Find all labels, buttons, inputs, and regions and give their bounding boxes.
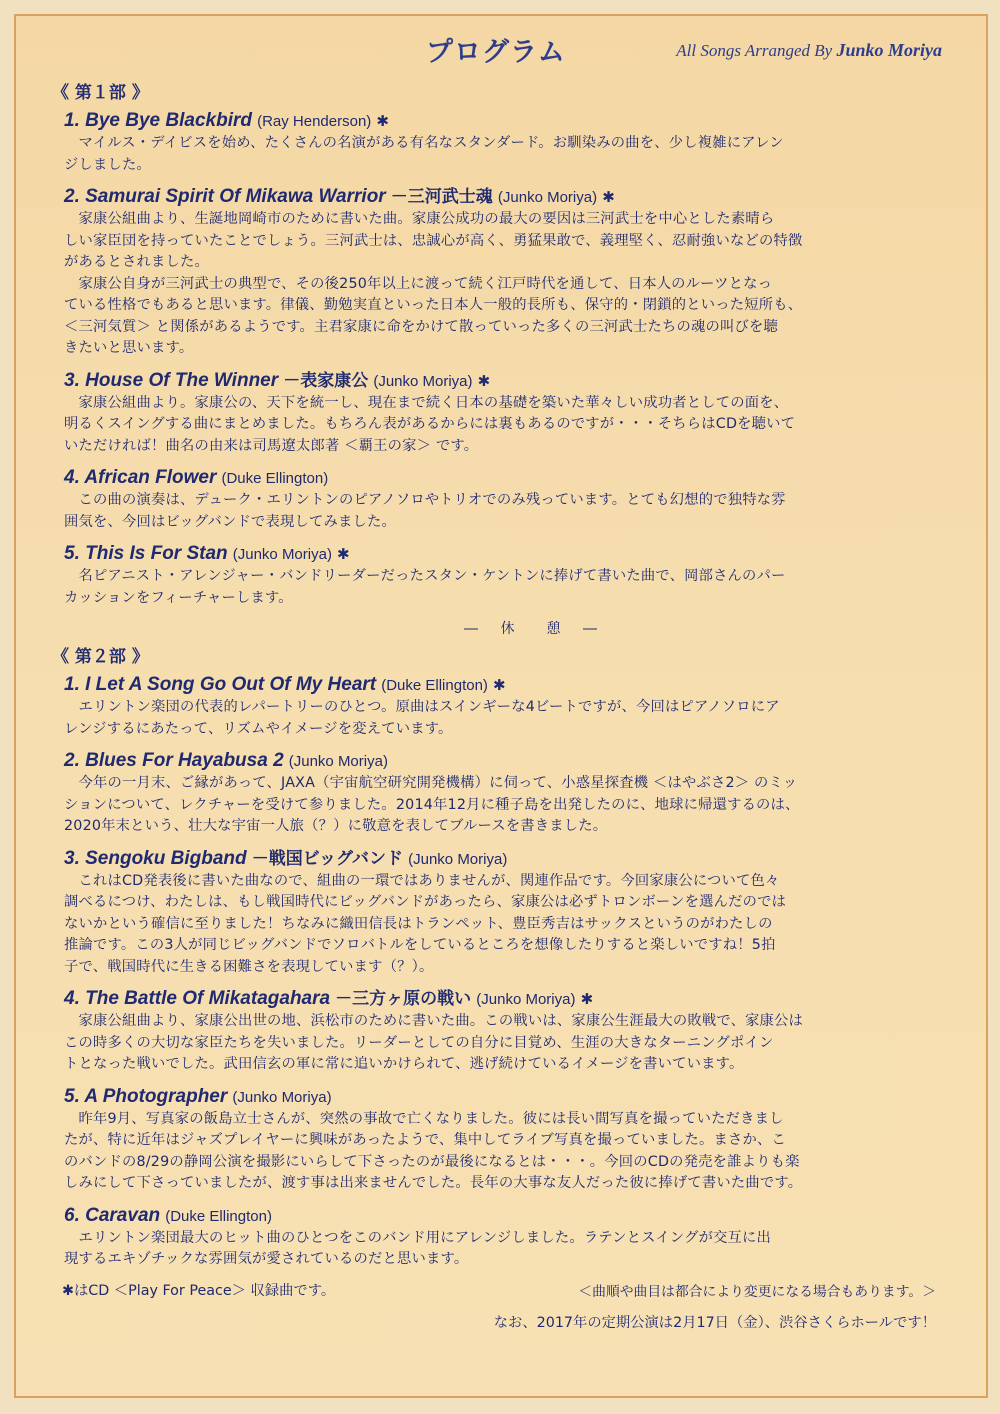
cd-track-star: ✱ [580, 990, 594, 1008]
song-composer: (Junko Moriya) [373, 372, 473, 390]
song-description: 家康公組曲より、生誕地岡崎市のために書いた曲。家康公成功の最大の要因は三河武士を中心とした素晴ら しい家臣団を持っていたことでしょう。三河武士は、忠誠心が高く、勇猛果敢で、義理堅く、忍耐強いなどの特徴 があるとされました。 家康公自身が三河武士の典型で、その後250年以上に渡って続く江戸時代を通して、日本人のルーツとなっ ている性格でもあると思います。律儀、勤勉実直といった日本人一般的長所も、保守的・閉鎖的といった短所も、 ＜三河気質＞ と関係があるようです。主君家康に命をかけて散っていった多くの三河武士たちの魂の叫びを聴 きたいと思います。 [64, 211, 803, 356]
song-entry [44, 466, 946, 533]
song-description: この曲の演奏は、デューク・エリントンのピアノソロやトリオでのみ残っています。とても幻想的で独特な雰 囲気を、今回はビッグバンドで表現してみました。 [64, 492, 786, 530]
song-title: 1. I Let A Song Go Out Of My Heart [64, 674, 377, 695]
song-heading [64, 542, 946, 566]
song-title: 6. Caravan [64, 1204, 161, 1226]
cd-track-star: ✱ [376, 112, 389, 130]
arranger-credit [676, 40, 942, 61]
song-subtitle: －三方ヶ原の戦い [335, 989, 472, 1009]
song-heading [64, 987, 946, 1011]
cd-track-star: ✱ [337, 545, 350, 563]
song-composer: (Junko Moriya) [288, 753, 388, 770]
song-description: エリントン楽団の代表的レパートリーのひとつ。原曲はスインギーな4ビートですが、今回はピアノソロにア レンジするにあたって、リズムやイメージを変えています。 [64, 699, 780, 737]
song-heading [64, 847, 946, 871]
song-entry [44, 749, 946, 838]
song-description: 今年の一月末、ご縁があって、JAXA（宇宙航空研究開発機構）に伺って、小惑星探査機 ＜はやぶさ2＞ のミッ ションについて、レクチャーを受けて参りました。2014年12月に種子島を出発したのに、地球に帰還するのは、 2020年末という、壮大な宇宙一人旅（？）に敬意を表してブルースを書きました。 [64, 775, 800, 834]
song-entry [44, 109, 946, 176]
cd-track-star: ✱ [493, 676, 506, 694]
song-description: これはCD発表後に書いた曲なので、組曲の一環ではありませんが、関連作品です。今回家康公について色々 調べるにつけ、わたしは、もし戦国時代にビッグバンドがあったら、家康公は必ずトロンボーンを選んだのでは ないかという確信に至りました！ちなみに織田信長はトランペット、豊臣秀吉はサックスというのがわたしの 推論です。この3人が同じビッグバンドでソロバトルをしているところを想像したりすると楽しいですね！5拍 子で、戦国時代に生きる困難さを表現しています（？）。 [64, 872, 787, 975]
song-entry [44, 185, 946, 360]
song-entry [44, 847, 946, 979]
song-composer: (Junko Moriya) [408, 850, 508, 868]
song-subtitle: －戦国ビッグバンド [251, 848, 404, 869]
part-2-song-list [44, 673, 946, 1271]
song-title: 4. African Flower [64, 467, 217, 488]
song-entry [44, 369, 946, 458]
song-description: 昨年9月、写真家の飯島立士さんが、突然の事故で亡くなりました。彼には長い間写真を撮っていただきまし たが、特に近年はジャズプレイヤーに興味があったようで、集中してライブ写真を撮っていました。まさか、こ のバンドの8/29の静岡公演を撮影にいらして下さったのが最後になるとは・・・。今回のCDの発売を誰よりも楽 しみにして下さっていましたが、渡す事は出来ませんでした。長年の大事な友人だった彼に捧げて書いた曲です。 [64, 1110, 803, 1191]
song-composer: (Junko Moriya) [232, 1088, 332, 1106]
part-1-heading: 《 第１部 》 [52, 83, 149, 103]
song-heading [64, 185, 946, 209]
song-title: 2. Samurai Spirit Of Mikawa Warrior [64, 186, 386, 207]
song-heading [64, 466, 946, 490]
credit-prefix: All Songs Arranged By [676, 41, 833, 60]
concert-announcement: なお、2017年の定期公演は2月17日（金）、渋谷さくらホールです！ [493, 1314, 936, 1331]
song-description: 名ピアニスト・アレンジャー・バンドリーダーだったスタン・ケントンに捧げて書いた曲で、岡部さんのパー カッションをフィーチャーします。 [64, 568, 786, 606]
header [16, 16, 986, 66]
song-entry [44, 1085, 946, 1195]
song-title: 3. Sengoku Bigband [64, 847, 247, 869]
program-content [44, 78, 946, 1340]
song-entry [44, 1204, 946, 1271]
song-heading [64, 1204, 946, 1228]
program-sheet [14, 14, 988, 1398]
song-title: 5. A Photographer [64, 1085, 228, 1107]
page-title: プログラム [426, 37, 566, 68]
part-2-heading: 《 第２部 》 [52, 647, 149, 667]
song-entry [44, 987, 946, 1076]
song-composer: (Junko Moriya) [497, 189, 598, 206]
song-entry [44, 673, 946, 740]
cd-track-star: ✱ [602, 188, 615, 206]
song-composer: (Duke Ellington) [165, 1207, 272, 1225]
song-title: 1. Bye Bye Blackbird [64, 110, 252, 131]
song-composer: (Duke Ellington) [381, 677, 488, 694]
song-title: 2. Blues For Hayabusa 2 [64, 750, 284, 771]
cd-track-star: ✱ [477, 371, 491, 390]
song-composer: (Junko Moriya) [476, 991, 576, 1008]
song-description: 家康公組曲より、家康公出世の地、浜松市のために書いた曲。この戦いは、家康公生涯最大の敗戦で、家康公は この時多くの大切な家臣たちを失いました。リーダーとしての自分に目覚め、生涯の大きなターニングポイン トとなった戦いでした。武田信玄の軍に常に追いかけられて、逃げ続けているイメージを書いています。 [64, 1013, 804, 1072]
song-heading [64, 369, 946, 393]
song-heading [64, 109, 946, 133]
song-heading [64, 1085, 946, 1109]
song-heading [64, 673, 946, 697]
credit-name: Junko Moriya [836, 40, 942, 60]
song-heading [64, 749, 946, 773]
footer [44, 1280, 946, 1340]
song-description: マイルス・デイビスを始め、たくさんの名演がある有名なスタンダード。お馴染みの曲を、少し複雑にアレン ジしました。 [64, 135, 784, 173]
song-description: 家康公組曲より。家康公の、天下を統一し、現在まで続く日本の基礎を築いた華々しい成功者としての面を、 明るくスイングする曲にまとめました。もちろん表があるからには裏もあるのですが・・・そちらはCDを聴いて いただければ！曲名の由来は司馬遼太郎著 ＜覇王の家＞ です。 [64, 394, 796, 454]
song-entry [44, 542, 946, 609]
song-title: 4. The Battle Of Mikatagahara [64, 988, 331, 1009]
song-title: 5. This Is For Stan [64, 543, 228, 564]
song-subtitle: －表家康公 [283, 370, 369, 391]
cd-note: ✱はCD ＜Play For Peace＞ 収録曲です。 [62, 1282, 336, 1299]
part-1-song-list [44, 109, 946, 609]
change-note: ＜曲順や曲目は都合により変更になる場合もあります。＞ [578, 1283, 936, 1300]
song-description: エリントン楽団最大のヒット曲のひとつをこのバンド用にアレンジしました。ラテンとスイングが交互に出 現するエキゾチックな雰囲気が愛されているのだと思います。 [64, 1229, 772, 1267]
song-composer: (Junko Moriya) [232, 546, 332, 563]
song-composer: (Duke Ellington) [221, 470, 329, 487]
song-composer: (Ray Henderson) [257, 113, 372, 130]
song-subtitle: －三河武士魂 [390, 187, 493, 207]
song-title: 3. House Of The Winner [64, 369, 279, 391]
intermission: ― 休 憩 ― [464, 621, 606, 637]
